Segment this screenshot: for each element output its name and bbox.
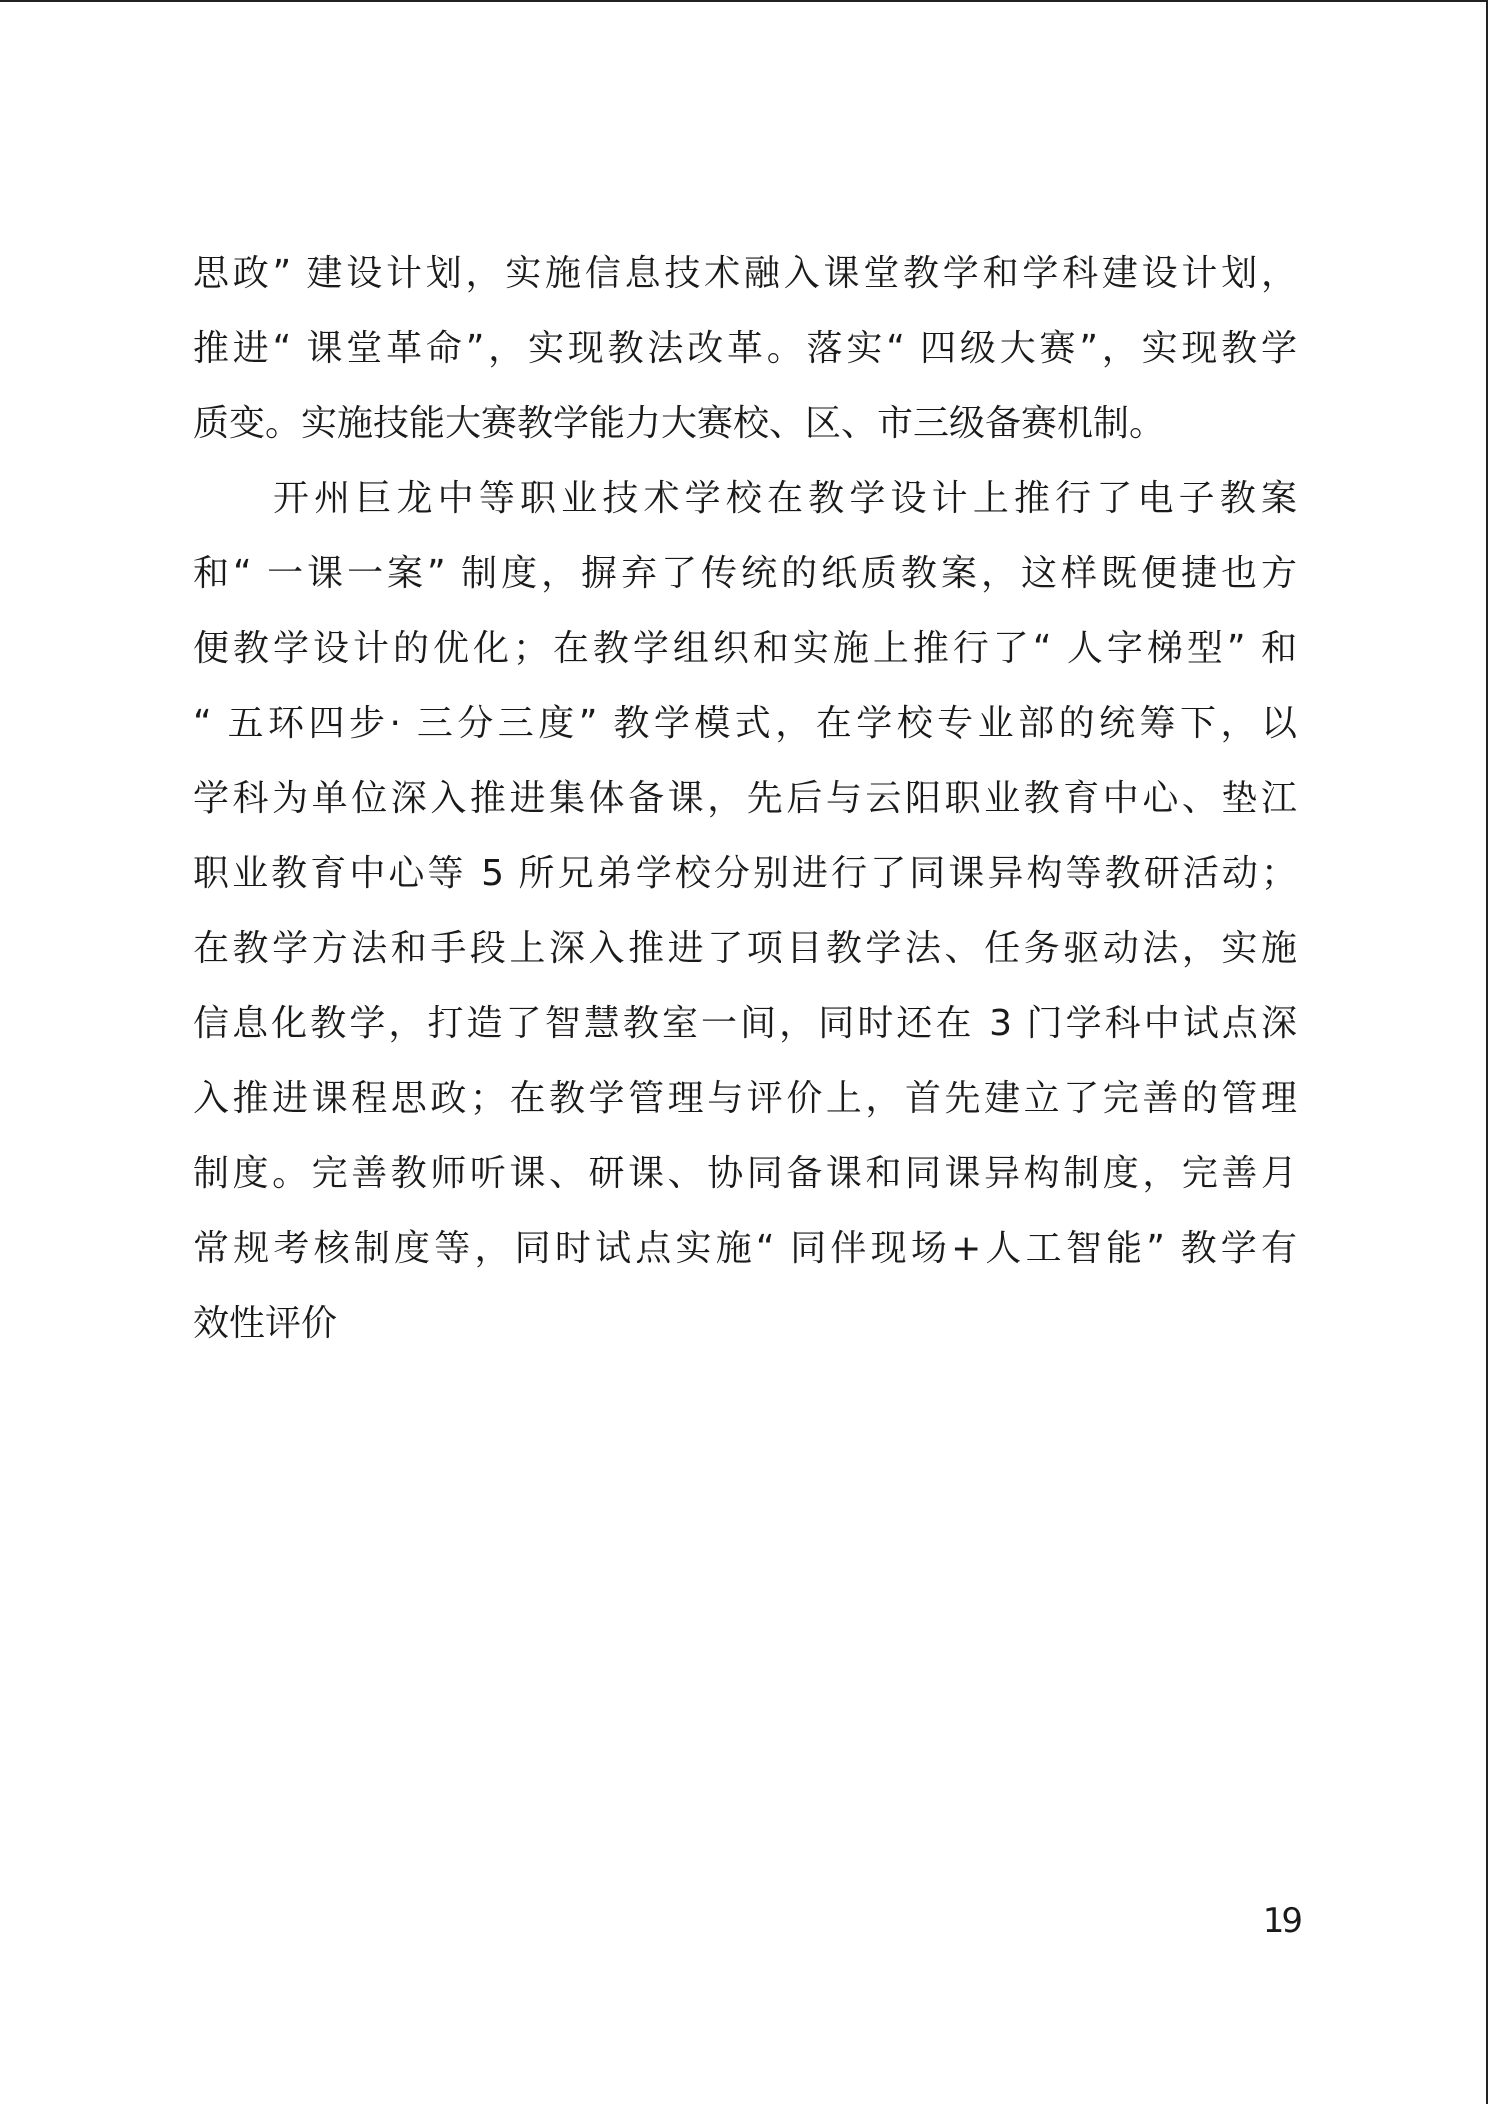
text-line: 制度。完善教师听课、研课、协同备课和同课异构制度，完善月 <box>193 1153 1297 1194</box>
text-line: “ 五环四步· 三分三度” 教学模式，在学校专业部的统筹下，以 <box>193 703 1297 744</box>
text-line: 在教学方法和手段上深入推进了项目教学法、任务驱动法，实施 <box>193 928 1297 969</box>
text-line: 思政” 建设计划，实施信息技术融入课堂教学和学科建设计划， <box>193 253 1297 294</box>
text-line: 开州巨龙中等职业技术学校在教学设计上推行了电子教案 <box>273 478 1297 519</box>
text-line: 和“ 一课一案” 制度，摒弃了传统的纸质教案，这样既便捷也方 <box>193 553 1297 594</box>
body-text <box>193 236 1297 1361</box>
text-line: 质变。实施技能大赛教学能力大赛校、区、市三级备赛机制。 <box>193 403 1166 444</box>
text-line: 学科为单位深入推进集体备课，先后与云阳职业教育中心、垫江 <box>193 778 1297 819</box>
text-line: 便教学设计的优化；在教学组织和实施上推行了“ 人字梯型” 和 <box>193 628 1297 669</box>
text-line: 效性评价 <box>193 1303 338 1344</box>
text-line: 职业教育中心等 5 所兄弟学校分别进行了同课异构等教研活动； <box>193 853 1297 894</box>
text-line: 入推进课程思政；在教学管理与评价上，首先建立了完善的管理 <box>193 1078 1297 1119</box>
text-line: 推进“ 课堂革命”，实现教法改革。落实“ 四级大赛”，实现教学 <box>193 328 1297 369</box>
text-line: 信息化教学，打造了智慧教室一间，同时还在 3 门学科中试点深 <box>193 1003 1297 1044</box>
text-line: 常规考核制度等，同时试点实施“ 同伴现场+人工智能” 教学有 <box>193 1228 1297 1269</box>
page-number: 19 <box>1262 1901 1300 1941</box>
